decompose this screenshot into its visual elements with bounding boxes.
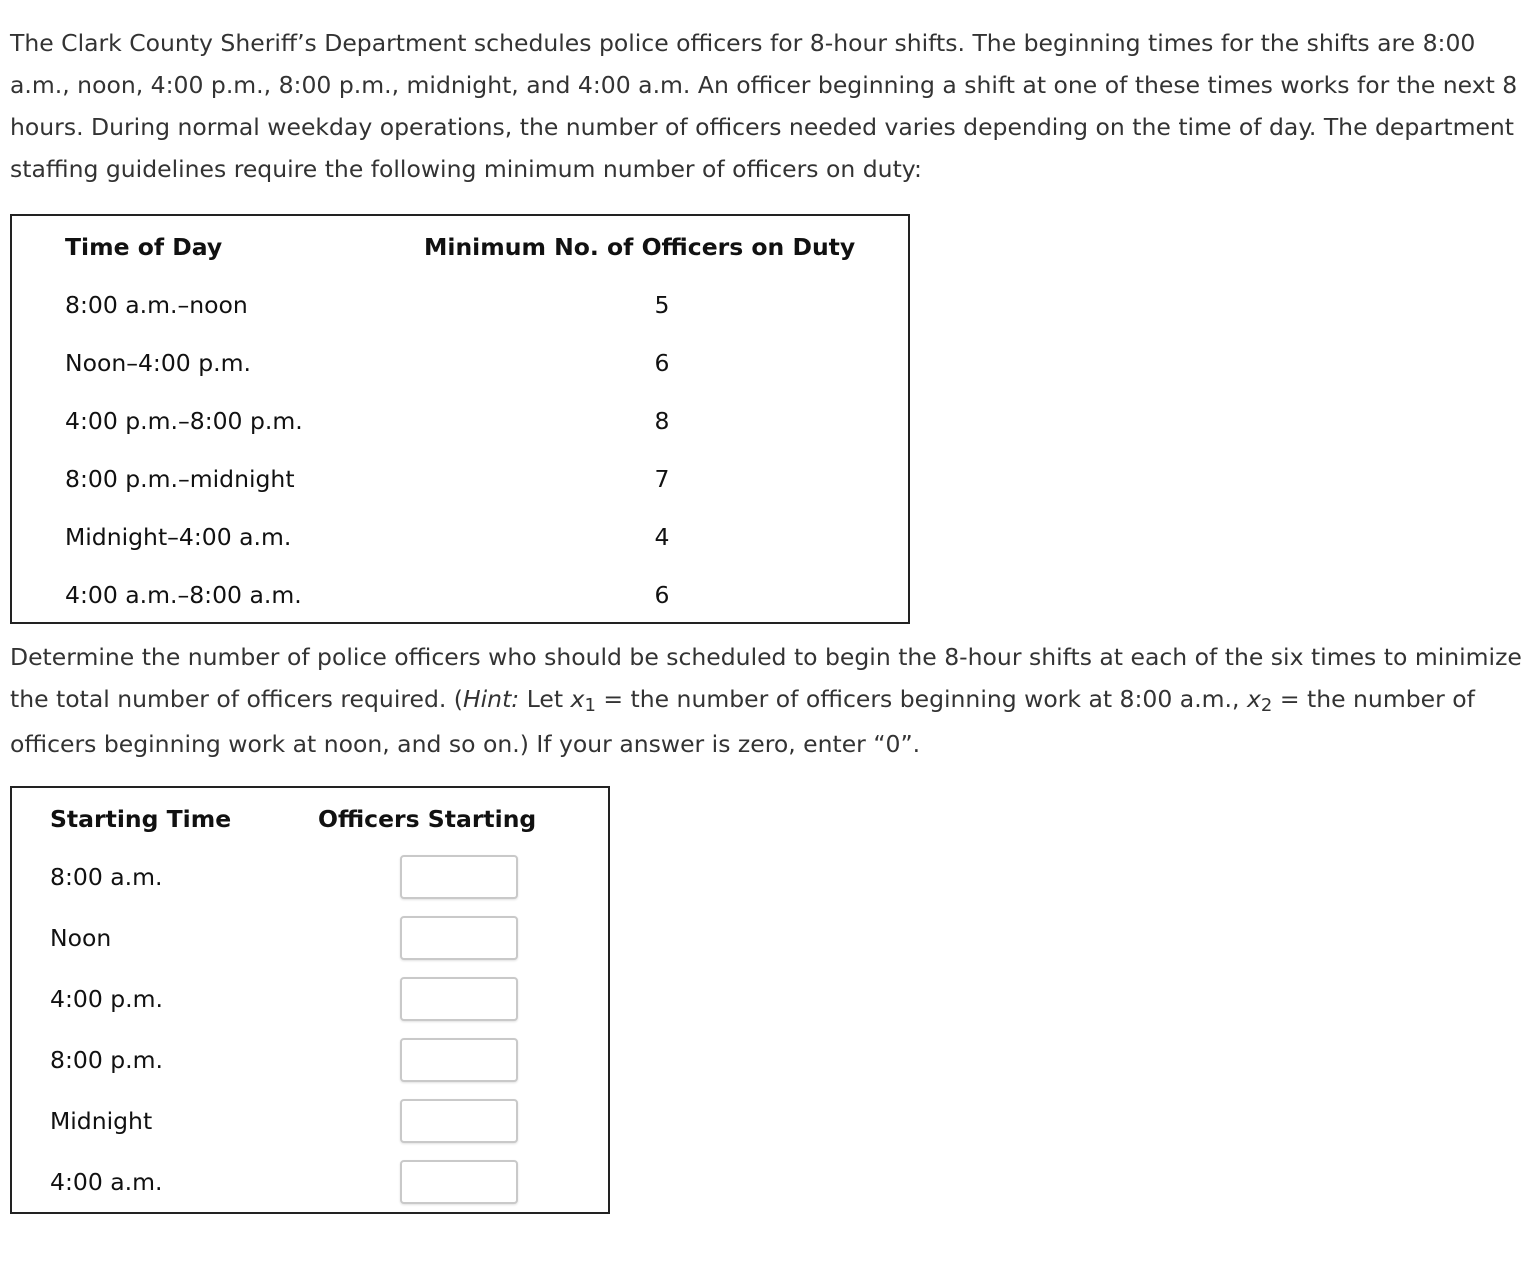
officers-input-4pm[interactable] bbox=[400, 977, 518, 1021]
variable-x1: x bbox=[570, 685, 585, 713]
officers-input-4am[interactable] bbox=[400, 1160, 518, 1204]
task-text-4: = the number of officers beginning work at noon, and so on.) If your answer is zero, enter “0”. bbox=[10, 685, 1475, 758]
header-minimum-officers: Minimum No. of Officers on Duty bbox=[424, 233, 856, 261]
officers-input-midnight[interactable] bbox=[400, 1099, 518, 1143]
starting-time-cell: 4:00 p.m. bbox=[50, 985, 163, 1013]
header-officers-starting: Officers Starting bbox=[318, 805, 537, 833]
hint-label: Hint: bbox=[462, 685, 520, 713]
minimum-officers-cell: 8 bbox=[654, 407, 670, 435]
minimum-officers-cell: 4 bbox=[654, 523, 670, 551]
starting-time-cell: 4:00 a.m. bbox=[50, 1168, 163, 1196]
time-of-day-cell: Noon–4:00 p.m. bbox=[65, 349, 251, 377]
subscript-1: 1 bbox=[584, 695, 596, 716]
starting-time-cell: Noon bbox=[50, 924, 112, 952]
minimum-officers-cell: 7 bbox=[654, 465, 670, 493]
minimum-officers-cell: 6 bbox=[654, 581, 670, 609]
variable-x2: x bbox=[1246, 685, 1261, 713]
time-of-day-cell: 8:00 p.m.–midnight bbox=[65, 465, 295, 493]
header-starting-time: Starting Time bbox=[50, 805, 232, 833]
header-time-of-day: Time of Day bbox=[65, 233, 223, 261]
staffing-requirements-table bbox=[10, 214, 910, 624]
minimum-officers-cell: 6 bbox=[654, 349, 670, 377]
task-text-3: = the number of officers beginning work at 8:00 a.m., bbox=[595, 685, 1247, 713]
starting-time-cell: Midnight bbox=[50, 1107, 153, 1135]
time-of-day-cell: 8:00 a.m.–noon bbox=[65, 291, 248, 319]
task-instructions bbox=[10, 636, 1525, 765]
schedule-answer-table bbox=[10, 786, 610, 1214]
task-text-2: Let bbox=[519, 685, 571, 713]
starting-time-cell: 8:00 p.m. bbox=[50, 1046, 163, 1074]
time-of-day-cell: Midnight–4:00 a.m. bbox=[65, 523, 292, 551]
time-of-day-cell: 4:00 a.m.–8:00 a.m. bbox=[65, 581, 302, 609]
starting-time-cell: 8:00 a.m. bbox=[50, 863, 163, 891]
officers-input-8am[interactable] bbox=[400, 855, 518, 899]
subscript-2: 2 bbox=[1260, 695, 1273, 716]
task-text-1: Determine the number of police officers who should be scheduled to begin the 8-hour shifts at each of the six times to minimize the total number of officers required. ( bbox=[10, 643, 1522, 713]
officers-input-noon[interactable] bbox=[400, 916, 518, 960]
problem-intro: The Clark County Sheriff’s Department schedules police officers for 8-hour shifts. The beginning times for the shifts are 8:00 a.m., noon, 4:00 p.m., 8:00 p.m., midnight, and 4:00 a.m. An officer beginning a shift at one of these times works for the next 8 hours. During normal weekday operations, the number of officers needed varies depending on the time of day. The department staffing guidelines require the following minimum number of officers on duty: bbox=[10, 29, 1518, 183]
time-of-day-cell: 4:00 p.m.–8:00 p.m. bbox=[65, 407, 303, 435]
officers-input-8pm[interactable] bbox=[400, 1038, 518, 1082]
minimum-officers-cell: 5 bbox=[654, 291, 670, 319]
